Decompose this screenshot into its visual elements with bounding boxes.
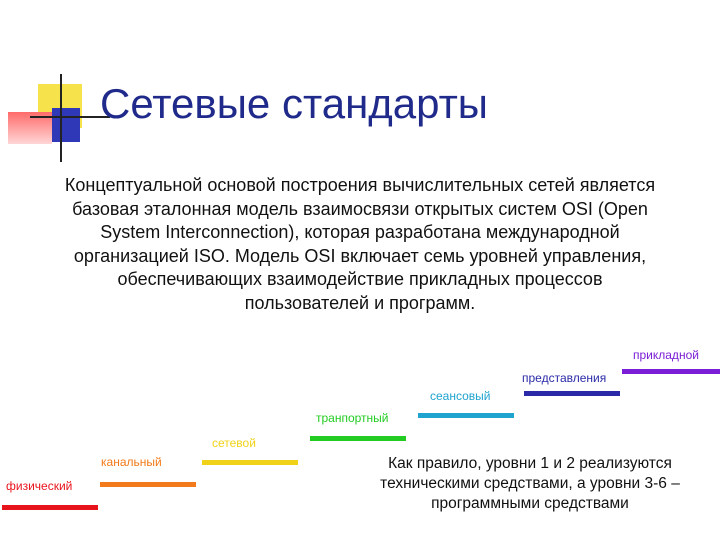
level-label-network: сетевой (212, 436, 256, 450)
level-bar-network (202, 460, 298, 465)
level-label-presentation: представления (522, 371, 607, 385)
level-label-datalink: канальный (101, 455, 162, 469)
level-bar-session (418, 413, 514, 418)
slide-title: Сетевые стандарты (100, 80, 488, 127)
vertical-line-decoration (60, 74, 62, 162)
level-bar-physical (2, 505, 98, 510)
level-bar-datalink (100, 482, 196, 487)
slide-logo-decoration (0, 0, 110, 170)
level-bar-transport (310, 436, 406, 441)
level-label-application: прикладной (633, 348, 699, 362)
level-label-physical: физический (6, 479, 73, 493)
horizontal-line-decoration (30, 116, 110, 118)
level-label-transport: транпортный (316, 411, 389, 425)
level-label-session: сеансовый (430, 389, 491, 403)
level-bar-application (622, 369, 720, 374)
slide-body-text: Концептуальной основой построения вычислительных сетей является базовая эталонная модель взаимосвязи открытых систем OSI (Open System Interconnection), которая разработана международной организацией ISO. Модель OSI включает семь уровней управления, обеспечивающих взаимодействие прикладных процессов пользователей и программ. (64, 175, 656, 313)
blue-square-decoration (52, 108, 80, 142)
implementation-note: Как правило, уровни 1 и 2 реализуются техническими средствами, а уровни 3-6 – программными средствами (380, 455, 680, 512)
level-bar-presentation (524, 391, 620, 396)
